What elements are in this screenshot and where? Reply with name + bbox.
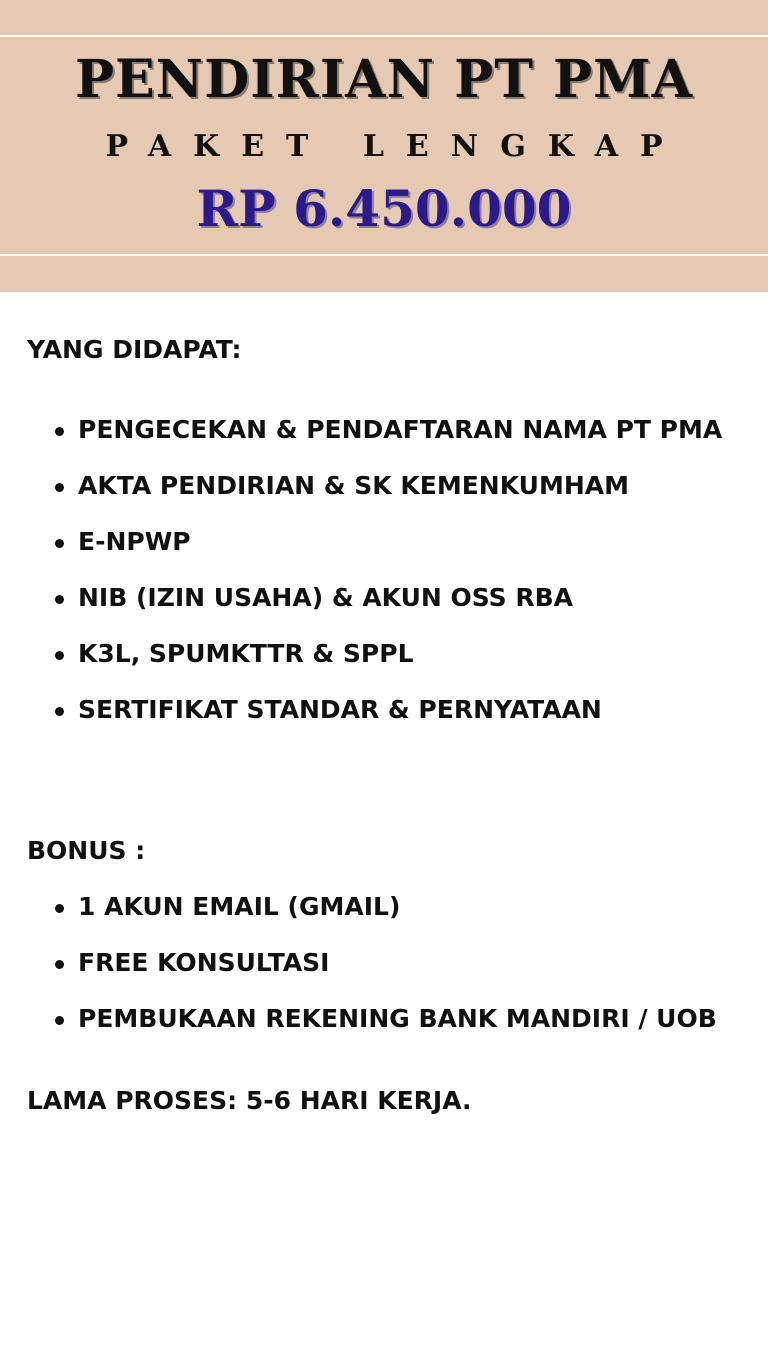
bullet-icon xyxy=(55,539,64,548)
list-item xyxy=(51,583,722,613)
header-bottom-rule xyxy=(0,254,768,256)
list-item-text: E-NPWP xyxy=(78,527,191,556)
list-item xyxy=(51,1004,717,1034)
list-item-text: AKTA PENDIRIAN & SK KEMENKUMHAM xyxy=(78,471,629,500)
list-item xyxy=(51,892,717,922)
list-item xyxy=(51,948,717,978)
list-item xyxy=(51,695,722,725)
list-item-text: K3L, SPUMKTTR & SPPL xyxy=(78,639,414,668)
bullet-icon xyxy=(55,960,64,969)
included-list xyxy=(51,415,722,751)
bullet-icon xyxy=(55,483,64,492)
list-item-text: FREE KONSULTASI xyxy=(78,948,330,977)
list-item xyxy=(51,415,722,445)
list-item xyxy=(51,471,722,501)
list-item-text: PEMBUKAAN REKENING BANK MANDIRI / UOB xyxy=(78,1004,717,1033)
list-item-text: PENGECEKAN & PENDAFTARAN NAMA PT PMA xyxy=(78,415,723,444)
list-item-text: NIB (IZIN USAHA) & AKUN OSS RBA xyxy=(78,583,574,612)
list-item-text: 1 AKUN EMAIL (GMAIL) xyxy=(78,892,401,921)
included-label: YANG DIDAPAT: xyxy=(27,335,242,364)
bullet-icon xyxy=(55,1016,64,1025)
process-duration: LAMA PROSES: 5-6 HARI KERJA. xyxy=(27,1086,472,1115)
bullet-icon xyxy=(55,651,64,660)
package-subtitle: PAKET LENGKAP xyxy=(105,129,685,164)
bonus-list xyxy=(51,892,717,1060)
bullet-icon xyxy=(55,904,64,913)
bullet-icon xyxy=(55,427,64,436)
bullet-icon xyxy=(55,595,64,604)
page-title: PENDIRIAN PT PMA xyxy=(74,49,694,110)
header-top-rule xyxy=(0,35,768,37)
package-price: RP 6.450.000 xyxy=(196,179,572,238)
list-item-text: SERTIFIKAT STANDAR & PERNYATAAN xyxy=(78,695,602,724)
bonus-label: BONUS : xyxy=(27,836,146,865)
list-item xyxy=(51,639,722,669)
bullet-icon xyxy=(55,707,64,716)
header-banner xyxy=(0,0,768,292)
list-item xyxy=(51,527,722,557)
